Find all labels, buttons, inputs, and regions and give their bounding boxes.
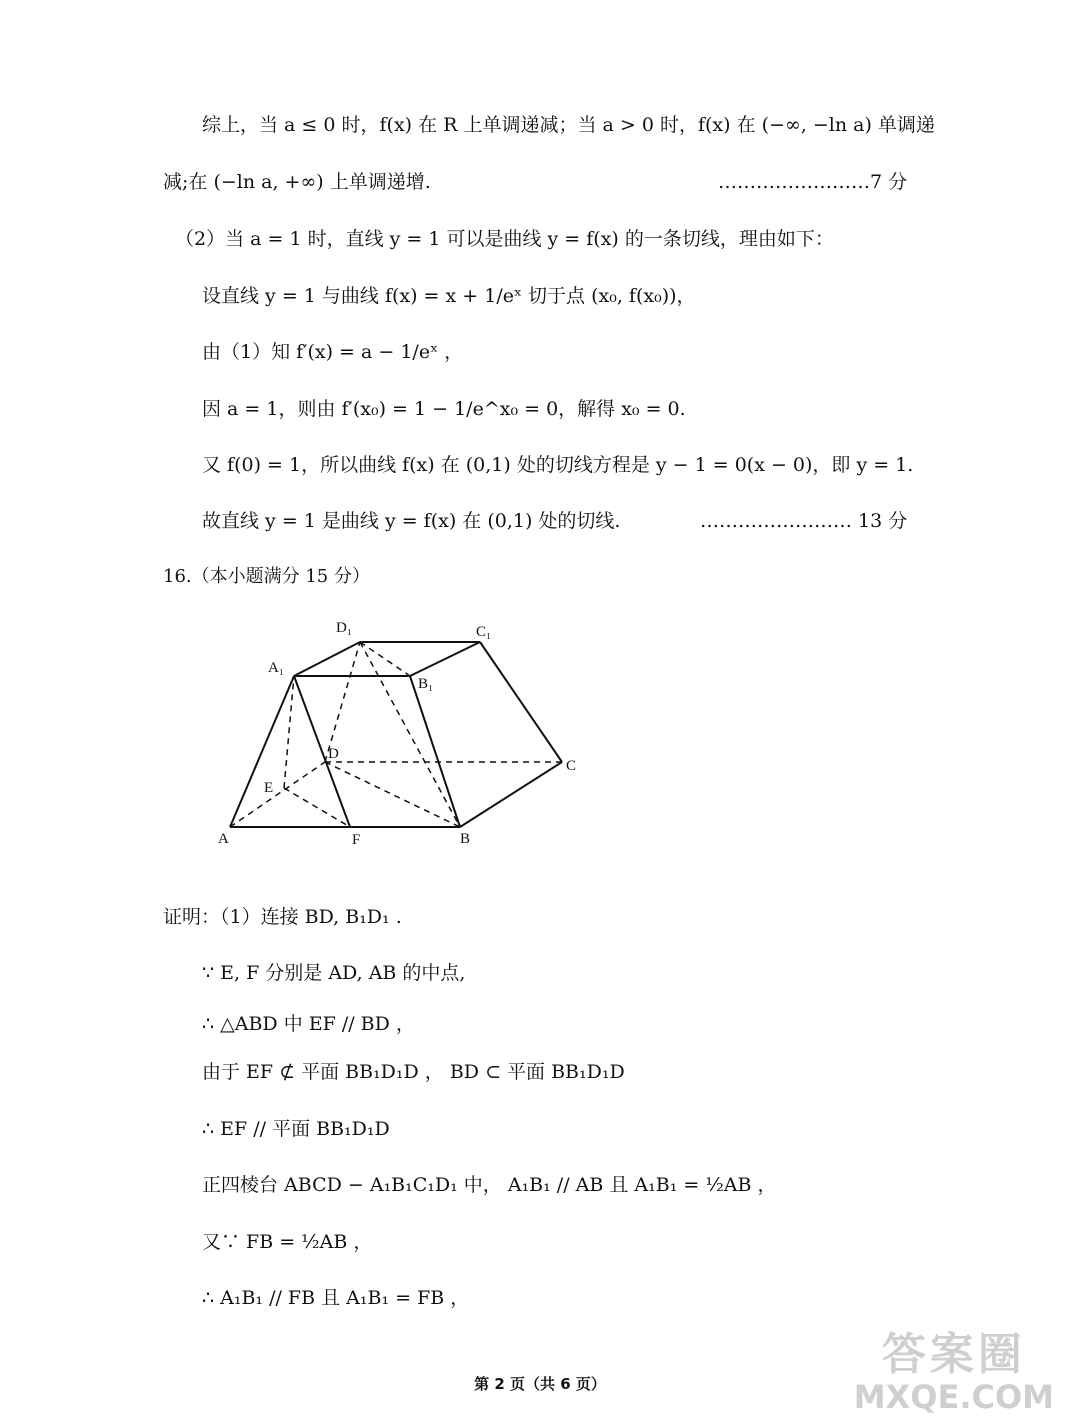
proof-line-8: ∴ A₁B₁ // FB 且 A₁B₁ = FB ， [202,1287,470,1309]
label-b: B [460,831,471,847]
watermark-logo [854,1318,1054,1416]
label-c: C [566,758,577,774]
proof-line-6: 正四棱台 ABCD − A₁B₁C₁D₁ 中， A₁B₁ // AB 且 A₁B₁ = ½AB ， [202,1174,777,1196]
label-a1: A₁ [268,660,285,676]
proof-line-3: ∴ △ABD 中 EF // BD ， [202,1013,415,1035]
edge-b1-b [410,676,460,827]
watermark-site: MXQE.COM [853,1378,1054,1416]
proof-line-2: ∵ E, F 分别是 AD, AB 的中点, [202,962,466,984]
part2-conclusion: 故直线 y = 1 是曲线 y = f(x) 在 (0,1) 处的切线. [202,510,621,532]
score-7: ……………………7 分 [718,171,908,193]
part2-step-1: 设直线 y = 1 与曲线 f(x) = x + 1/eˣ 切于点 (x₀, f(x₀))， [202,285,696,307]
edge-d-d1 [325,642,360,762]
part2-step-2: 由（1）知 f′(x) = a − 1/eˣ ， [202,341,464,363]
watermark-text: 答案圈 [881,1329,1026,1380]
edge-d-b [325,762,460,827]
proof-line-4: 由于 EF ⊄ 平面 BB₁D₁D ， BD ⊂ 平面 BB₁D₁D [202,1061,625,1083]
summary-line-2: 减;在 (−ln a, +∞) 上单调递增. [163,171,431,193]
label-f: F [352,832,361,848]
edge-a-a1 [230,676,294,827]
label-e: E [264,780,274,796]
label-a: A [218,831,229,847]
label-c1: C₁ [476,624,492,640]
edge-d1-b1 [360,642,410,676]
edge-d1-b [360,642,460,827]
label-b1: B₁ [418,676,434,692]
proof-line-1: 证明：（1）连接 BD, B₁D₁ . [163,906,402,928]
proof-line-5: ∴ EF // 平面 BB₁D₁D [202,1118,390,1140]
edge-a1-d1 [294,642,360,676]
part2-intro: （2）当 a = 1 时，直线 y = 1 可以是曲线 y = f(x) 的一条切线，理由如下： [175,228,834,250]
summary-line-1: 综上，当 a ≤ 0 时，f(x) 在 R 上单调递减；当 a > 0 时，f(x) 在 (−∞, −ln a) 单调递 [202,114,935,136]
part2-step-4: 又 f(0) = 1，所以曲线 f(x) 在 (0,1) 处的切线方程是 y − 1 = 0(x − 0)，即 y = 1. [202,454,914,476]
frustum-figure [200,610,600,855]
problem-16-heading: 16.（本小题满分 15 分） [163,566,370,587]
edge-a1-f [294,676,350,827]
edge-c1-b1 [410,642,480,676]
edge-e-a1 [284,676,294,788]
proof-line-7: 又∵ FB = ½AB ， [202,1231,373,1253]
part2-step-3: 因 a = 1，则由 f′(x₀) = 1 − 1/e^x₀ = 0，解得 x₀ = 0. [202,398,686,420]
edge-c1-c [480,642,562,762]
label-d: D [328,746,339,762]
edge-c-b [460,762,562,827]
score-13: …………………… 13 分 [700,510,908,532]
label-d1: D₁ [336,620,353,636]
edge-e-f [284,788,350,827]
page-footer: 第 2 页（共 6 页） [474,1375,606,1393]
